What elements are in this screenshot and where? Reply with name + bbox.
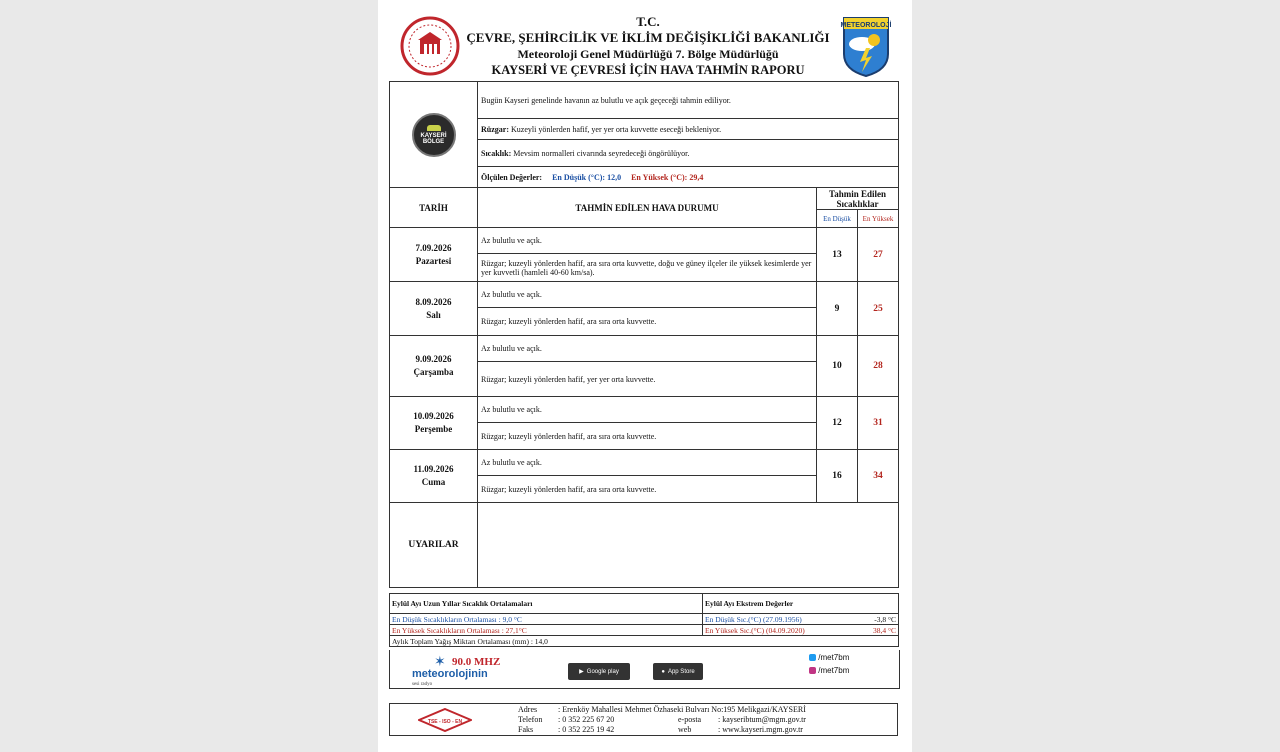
instagram-icon	[809, 667, 816, 674]
day-wind: Rüzgar; kuzeyli yönlerden hafif, yer yer orta kuvvette.	[478, 362, 817, 397]
day-date: 8.09.2026	[415, 296, 452, 307]
footer-fax-row	[518, 725, 803, 734]
day-min-temp: 16	[817, 450, 858, 503]
summary-temp-label: Sıcaklık:	[481, 148, 512, 158]
meteoroloji-logo-icon	[840, 14, 892, 78]
day-max-temp: 27	[858, 228, 899, 282]
day-sky: Az bulutlu ve açık.	[478, 397, 817, 423]
stats-ext-min-label: En Düşük Sıc.(°C) (27.09.1956)	[703, 614, 843, 625]
fax-value: : 0 352 225 19 42	[558, 725, 615, 734]
stats-avg-rain: Aylık Toplam Yağış Miktarı Ortalaması (mm) : 14,0	[390, 636, 899, 647]
radio-frequency: 90.0 MHZ	[452, 656, 501, 668]
report-header	[463, 14, 833, 78]
day-wind: Rüzgar; kuzeyli yönlerden hafif, ara sıra orta kuvvette, doğu ve güney ilçeler ile yüksek kesimlerde yer yer kuvvetli (hamleli 40-60 km/sa).	[478, 254, 817, 282]
column-max: En Yüksek	[858, 210, 899, 228]
day-date-cell	[390, 336, 478, 397]
day-wind: Rüzgar; kuzeyli yönlerden hafif, ara sıra orta kuvvette.	[478, 476, 817, 503]
header-directorate: Meteoroloji Genel Müdürlüğü 7. Bölge Müdürlüğü	[517, 47, 779, 61]
day-date-cell	[390, 228, 478, 282]
monthly-stats-table	[389, 593, 899, 647]
column-forecast: TAHMİN EDİLEN HAVA DURUMU	[478, 188, 817, 228]
column-temps: Tahmin Edilen Sıcaklıklar	[817, 188, 899, 210]
contact-footer	[389, 703, 898, 736]
email-value[interactable]: : kayseribtum@mgm.gov.tr	[718, 715, 806, 724]
app-store-button[interactable]	[653, 663, 703, 680]
summary-general: Bugün Kayseri genelinde havanın az bulutlu ve açık geçeceği tahmin ediliyor.	[478, 82, 899, 119]
measured-label: Ölçülen Değerler:	[481, 172, 543, 182]
kayseri-region-badge	[412, 113, 456, 157]
day-sky: Az bulutlu ve açık.	[478, 336, 817, 362]
day-max-temp: 31	[858, 397, 899, 450]
twitter-handle: /met7bm	[818, 653, 850, 662]
stats-left-title: Eylül Ayı Uzun Yıllar Sıcaklık Ortalamaları	[390, 594, 703, 614]
fax-label: Faks	[518, 725, 534, 734]
stats-avg-max: En Yüksek Sıcaklıkların Ortalaması : 27,1°C	[390, 625, 703, 636]
web-label: web	[678, 725, 692, 734]
day-name: Salı	[426, 309, 441, 320]
day-max-temp: 28	[858, 336, 899, 397]
day-date: 7.09.2026	[415, 242, 452, 253]
star-icon: ✶	[434, 655, 446, 670]
instagram-link[interactable]	[809, 666, 849, 675]
day-min-temp: 9	[817, 282, 858, 336]
app-store-label: App Store	[667, 668, 695, 675]
day-date-cell	[390, 450, 478, 503]
ministry-seal-icon	[398, 16, 462, 76]
header-report-title: KAYSERİ VE ÇEVRESİ İÇİN HAVA TAHMİN RAPORU	[491, 63, 805, 77]
day-min-temp: 13	[817, 228, 858, 282]
day-max-temp: 34	[858, 450, 899, 503]
region-badge-cell	[390, 82, 478, 188]
instagram-handle: /met7bm	[818, 666, 850, 675]
web-value[interactable]: : www.kayseri.mgm.gov.tr	[718, 725, 803, 734]
warnings-content	[478, 503, 899, 588]
address-value: : Erenköy Mahallesi Mehmet Özhaseki Bulvarı No:195 Melikgazi/KAYSERİ	[558, 705, 806, 714]
summary-wind	[478, 119, 899, 140]
day-date-cell	[390, 282, 478, 336]
twitter-icon	[809, 654, 816, 661]
warnings-label: UYARILAR	[390, 503, 478, 588]
day-name: Çarşamba	[413, 367, 454, 377]
header-tc: T.C.	[636, 14, 660, 29]
day-date: 9.09.2026	[415, 354, 452, 364]
day-wind: Rüzgar; kuzeyli yönlerden hafif, ara sıra orta kuvvette.	[478, 308, 817, 336]
summary-temp-text: Mevsim normalleri civarında seyredeceği öngörülüyor.	[513, 148, 690, 158]
day-name: Perşembe	[414, 424, 453, 434]
forecast-table	[389, 81, 899, 588]
radio-sub: sesi radyo	[412, 682, 433, 687]
phone-value: : 0 352 225 67 20	[558, 715, 615, 724]
footer-phone-row	[518, 715, 806, 724]
stats-ext-max-value: 38,4 °C	[843, 625, 899, 636]
column-min: En Düşük	[817, 210, 858, 228]
badge-hat-icon	[427, 125, 441, 131]
day-min-temp: 10	[817, 336, 858, 397]
day-sky: Az bulutlu ve açık.	[478, 450, 817, 476]
footer-address-row	[518, 705, 806, 714]
day-max-temp: 25	[858, 282, 899, 336]
day-wind: Rüzgar; kuzeyli yönlerden hafif, ara sıra orta kuvvette.	[478, 423, 817, 450]
day-sky: Az bulutlu ve açık.	[478, 228, 817, 254]
badge-line1: KAYSERİ	[420, 132, 447, 139]
day-date: 10.09.2026	[413, 411, 454, 421]
summary-wind-text: Kuzeyli yönlerden hafif, yer yer orta kuvvette eseceği bekleniyor.	[511, 124, 722, 134]
tse-logo-icon	[418, 708, 472, 732]
stats-ext-min-value: -3,8 °C	[843, 614, 899, 625]
day-min-temp: 12	[817, 397, 858, 450]
stats-avg-min: En Düşük Sıcaklıkların Ortalaması : 9,0 °C	[390, 614, 703, 625]
radio-brand: meteorolojinin	[412, 668, 488, 680]
google-play-button[interactable]	[568, 663, 630, 680]
day-date-cell	[390, 397, 478, 450]
measured-min: En Düşük (°C): 12,0	[552, 172, 622, 182]
report-page	[378, 0, 912, 752]
day-name: Pazartesi	[415, 255, 452, 266]
badge-line2: BÖLGE	[422, 138, 445, 145]
stats-ext-max-label: En Yüksek Sıc.(°C) (04.09.2020)	[703, 625, 843, 636]
measured-max: En Yüksek (°C): 29,4	[631, 172, 704, 182]
day-sky: Az bulutlu ve açık.	[478, 282, 817, 308]
day-name: Cuma	[421, 477, 446, 487]
day-date: 11.09.2026	[413, 464, 454, 474]
email-label: e-posta	[678, 715, 702, 724]
apps-strip	[389, 650, 900, 689]
twitter-link[interactable]	[809, 653, 849, 662]
meteoroloji-logo-text: METEOROLOJİ	[840, 22, 892, 29]
play-icon: ▶	[579, 669, 584, 675]
google-play-label: Google play	[586, 668, 619, 675]
summary-measured	[478, 167, 899, 188]
stats-right-title: Eylül Ayı Ekstrem Değerler	[703, 594, 899, 614]
summary-temp	[478, 140, 899, 167]
summary-wind-label: Rüzgar:	[481, 124, 509, 134]
phone-label: Telefon	[518, 715, 543, 724]
address-label: Adres	[518, 705, 538, 714]
tse-logo-text: TSE - ISO - EN	[427, 719, 463, 725]
header-ministry: ÇEVRE, ŞEHİRCİLİK VE İKLİM DEĞİŞİKLİĞİ BAKANLIĞI	[466, 30, 830, 45]
apple-icon: ●	[661, 668, 665, 675]
column-date: TARİH	[390, 188, 478, 228]
